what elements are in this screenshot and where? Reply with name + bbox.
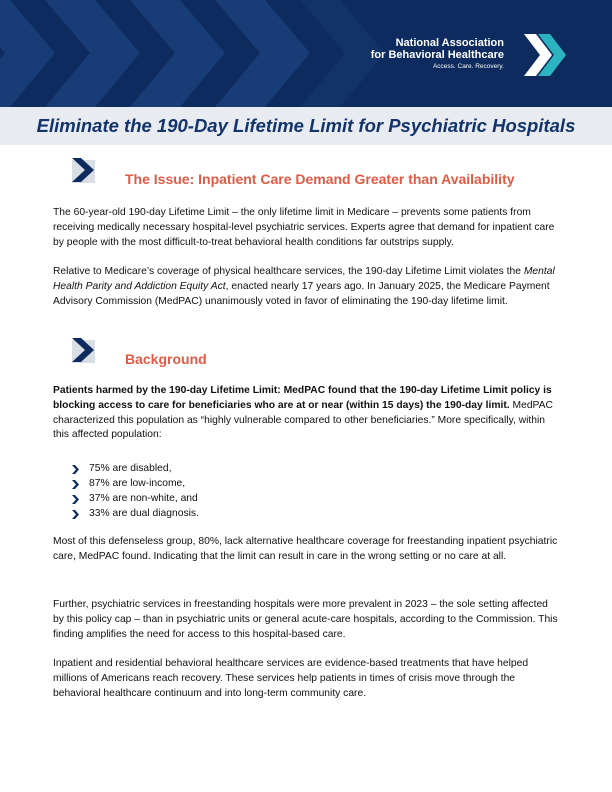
list-item	[72, 507, 472, 522]
header-banner	[0, 0, 612, 107]
population-bullet-list	[72, 462, 472, 522]
bullet-chevron-icon	[72, 495, 80, 504]
background-paragraph-3: Further, psychiatric services in freestanding hospitals were more prevalent in 2023 – the sole setting affected by this policy cap – than in psychiatric units or general acute-care hospitals, according to the Commission. This finding amplifies the need for access to this hospital-based care.	[53, 599, 558, 640]
org-name-line1: National Association	[395, 37, 504, 49]
issue-p2-text-end: , enacted nearly 17 years ago. In January 2025, the Medicare Payment Advisory Commission (MedPAC) unanimously voted in favor of eliminating the 190-day lifetime limit.	[53, 280, 550, 307]
bullet-text: 75% are disabled,	[89, 463, 172, 474]
parity-act-name: Mental Health Parity and Addiction Equity Act	[53, 266, 555, 292]
issue-paragraph-2	[53, 265, 561, 309]
bullet-text: 37% are non-white, and	[89, 493, 198, 504]
background-paragraph-2: Most of this defenseless group, 80%, lack alternative healthcare coverage for freestanding inpatient psychiatric care, MedPAC found. Indicating that the limit can result in care in the wrong setting or no care at all.	[53, 536, 558, 562]
org-tagline: Access. Care. Recovery.	[432, 63, 504, 70]
issue-paragraph-1: The 60-year-old 190-day Lifetime Limit – the only lifetime limit in Medicare – prevents some patients from receiving medically necessary hospital-level psychiatric services. Experts agree that demand for inpatient care by people with the most difficult-to-treat behavioral health conditions far outstrips supply.	[53, 207, 555, 248]
bullet-chevron-icon	[72, 465, 80, 474]
section-heading-issue: The Issue: Inpatient Care Demand Greater than Availability	[125, 171, 515, 187]
double-chevron-logo-icon	[524, 34, 568, 76]
bullet-text: 87% are low-income,	[89, 478, 186, 489]
list-item	[72, 477, 472, 492]
page-title: Eliminate the 190-Day Lifetime Limit for Psychiatric Hospitals	[36, 115, 576, 136]
section-chevron-icon	[71, 338, 97, 364]
bullet-text: 33% are dual diagnosis.	[89, 508, 199, 519]
list-item	[72, 492, 472, 507]
background-p1-rest: MedPAC characterized this population as “highly vulnerable compared to other beneficiaries.” More specifically, within this affected population:	[53, 399, 553, 441]
section-heading-background: Background	[125, 351, 207, 367]
section-chevron-icon	[71, 158, 97, 184]
background-p1-bold: Patients harmed by the 190-day Lifetime Limit: MedPAC found that the 190-day Lifetime Limit policy is blocking access to care for beneficiaries who are at or near (within 15 days) the 190-day limit.	[53, 385, 552, 411]
background-paragraph-1	[53, 384, 561, 443]
bullet-chevron-icon	[72, 510, 80, 519]
issue-p2-text-start: Relative to Medicare’s coverage of physical healthcare services, the 190-day Lifetime Limit violates the	[53, 266, 524, 277]
org-name-line2: for Behavioral Healthcare	[370, 49, 504, 61]
org-name	[371, 37, 504, 72]
org-logo	[368, 34, 568, 79]
title-band	[0, 107, 612, 145]
list-item	[72, 462, 472, 477]
background-paragraph-4: Inpatient and residential behavioral healthcare services are evidence-based treatments that have helped millions of Americans reach recovery. These services help patients in times of crisis move through the behavioral healthcare continuum and into long-term community care.	[53, 658, 529, 699]
bullet-chevron-icon	[72, 480, 80, 489]
